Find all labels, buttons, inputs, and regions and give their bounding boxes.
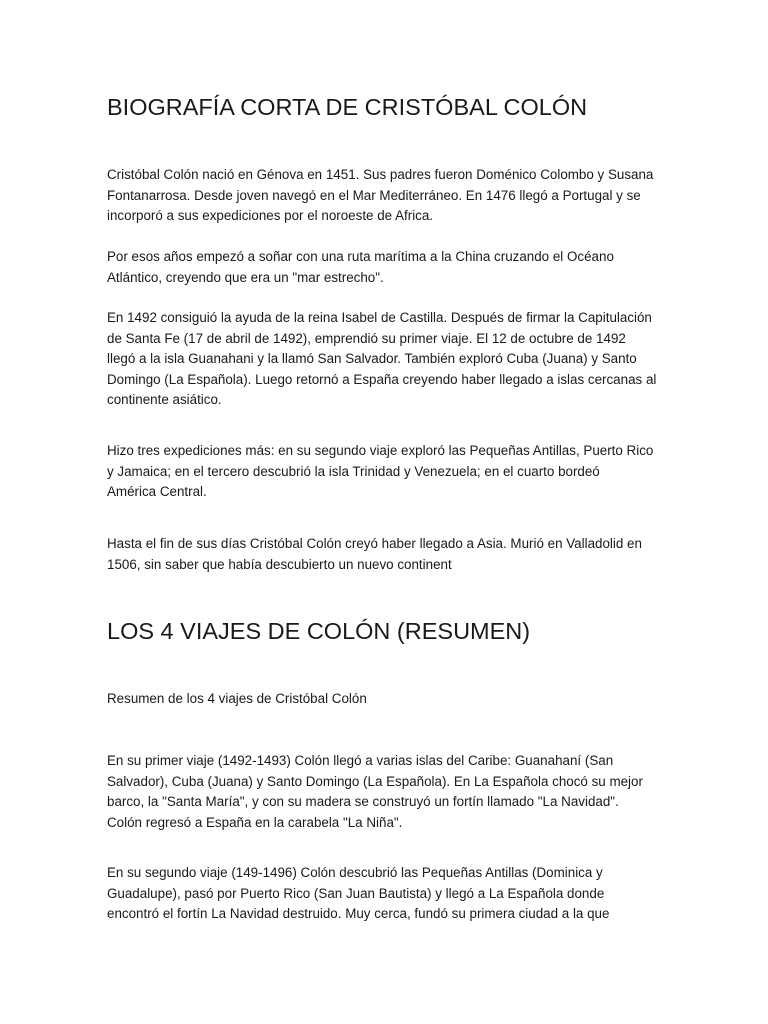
text-line: Cristóbal Colón nació en Génova en 1451. Sus padres fueron Doménico Colombo y Susana: [107, 167, 654, 182]
paragraph-death: [107, 534, 667, 575]
paragraph-birth: [107, 165, 667, 227]
paragraph-dream-route: [107, 247, 667, 288]
text-line: Resumen de los 4 viajes de Cristóbal Colón: [107, 691, 367, 706]
text-line: de Santa Fe (17 de abril de 1492), emprendió su primer viaje. El 12 de octubre de 1492: [107, 330, 626, 346]
text-line: y Jamaica; en el tercero descubrió la isla Trinidad y Venezuela; en el cuarto bordeó: [107, 463, 600, 479]
text-line: Domingo (La Española). Luego retornó a España creyendo haber llegado a islas cercanas al: [107, 371, 657, 387]
text-line: Atlántico, creyendo que era un "mar estrecho".: [107, 269, 384, 285]
text-line: Hasta el fin de sus días Cristóbal Colón creyó haber llegado a Asia. Murió en Valladolid en: [107, 536, 642, 551]
text-line: continente asiático.: [107, 392, 222, 407]
text-line: Guadalupe), pasó por Puerto Rico (San Juan Bautista) y llegó a La Española donde: [107, 885, 605, 901]
paragraph-segundo-viaje: [107, 863, 667, 925]
text-line: Colón regresó a España en la carabela "La Niña".: [107, 814, 403, 830]
text-line: Salvador), Cuba (Juana) y Santo Domingo (La Española). En La Española chocó su mejor: [107, 773, 643, 789]
text-line: 1506, sin saber que había descubierto un nuevo continent: [107, 556, 452, 572]
text-line: América Central.: [107, 484, 207, 499]
text-line: Hizo tres expediciones más: en su segundo viaje exploró las Pequeñas Antillas, Puerto Rico: [107, 443, 654, 458]
section-title-viajes: LOS 4 VIAJES DE COLÓN (RESUMEN): [107, 618, 531, 644]
text-line: incorporó a sus expediciones por el noroeste de Africa.: [107, 208, 434, 223]
text-line: Por esos años empezó a soñar con una ruta marítima a la China cruzando el Océano: [107, 249, 614, 264]
text-line: En su primer viaje (1492-1493) Colón llegó a varias islas del Caribe: Guanahaní (San: [107, 753, 614, 768]
text-line: encontró el fortín La Navidad destruido. Muy cerca, fundó su primera ciudad a la que: [107, 906, 610, 921]
text-line: En su segundo viaje (149-1496) Colón descubrió las Pequeñas Antillas (Dominica y: [107, 865, 603, 880]
paragraph-first-voyage: [107, 308, 667, 411]
section-title-biografia: BIOGRAFÍA CORTA DE CRISTÓBAL COLÓN: [107, 94, 588, 120]
text-line: barco, la "Santa María", y con su madera se construyó un fortín llamado "La Navidad".: [107, 794, 619, 809]
text-line: Fontanarrosa. Desde joven navegó en el Mar Mediterráneo. En 1476 llegó a Portugal y se: [107, 187, 641, 203]
text-line: llegó a la isla Guanahani y la llamó San Salvador. También exploró Cuba (Juana) y Santo: [107, 351, 637, 366]
paragraph-resumen-intro: [107, 689, 667, 710]
text-line: En 1492 consiguió la ayuda de la reina Isabel de Castilla. Después de firmar la Capitulación: [107, 310, 652, 325]
paragraph-other-expeditions: [107, 441, 667, 503]
paragraph-primer-viaje: [107, 751, 667, 833]
